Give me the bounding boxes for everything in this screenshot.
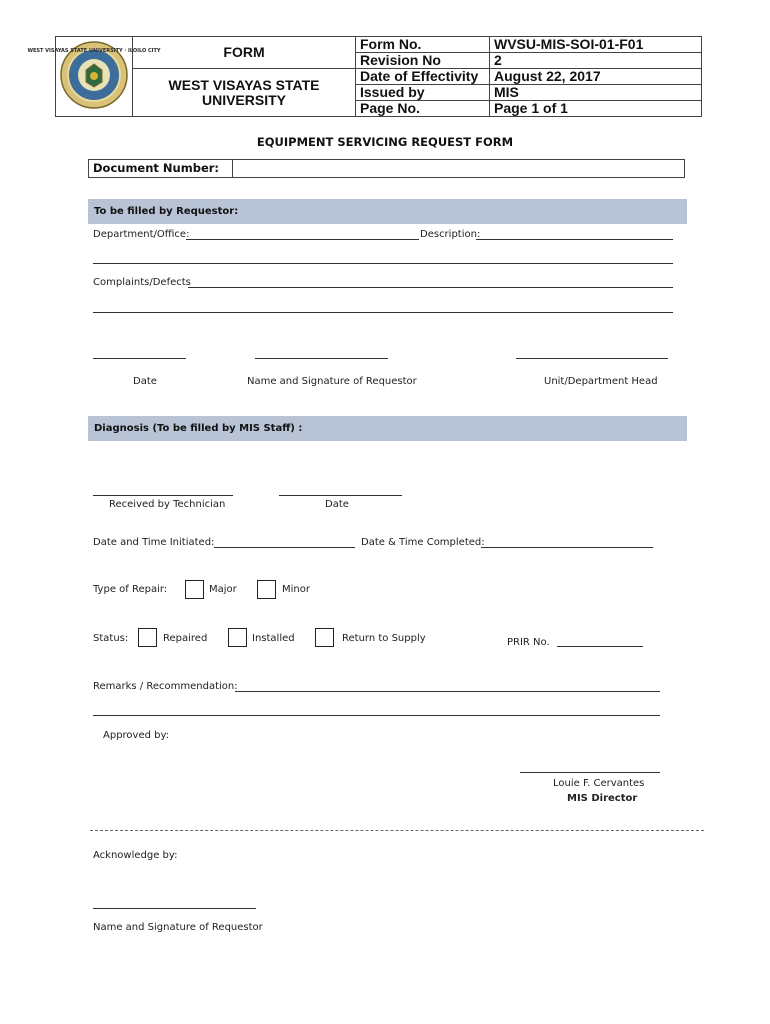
meta-label: Form No. <box>356 37 490 53</box>
complaints-field[interactable] <box>188 287 673 288</box>
meta-value: MIS <box>490 85 702 101</box>
requestor-signature-caption: Name and Signature of Requestor <box>247 376 417 387</box>
return-to-supply-label: Return to Supply <box>342 633 426 644</box>
status-label: Status: <box>93 633 129 644</box>
approved-by-label: Approved by: <box>103 730 170 741</box>
minor-checkbox[interactable] <box>257 580 276 599</box>
technician-signature-line[interactable] <box>93 495 233 496</box>
return-to-supply-checkbox[interactable] <box>315 628 334 647</box>
requestor-section-header: To be filled by Requestor: <box>88 199 687 224</box>
description-line[interactable] <box>93 263 673 264</box>
university-seal <box>27 37 161 117</box>
seal-icon <box>27 40 161 110</box>
meta-value: August 22, 2017 <box>490 69 702 85</box>
date-caption: Date <box>133 376 157 387</box>
requestor-signature-line[interactable] <box>255 358 388 359</box>
received-date-caption: Date <box>325 499 349 510</box>
form-title: EQUIPMENT SERVICING REQUEST FORM <box>256 135 514 149</box>
unit-head-signature-line[interactable] <box>516 358 668 359</box>
cut-line-divider <box>90 830 704 831</box>
acknowledge-signature-caption: Name and Signature of Requestor <box>93 922 263 933</box>
repair-type-label: Type of Repair: <box>93 584 168 595</box>
meta-label: Date of Effectivity <box>356 69 490 85</box>
meta-value: WVSU-MIS-SOI-01-F01 <box>490 37 702 53</box>
description-label: Description: <box>420 229 481 240</box>
form-header-table <box>27 36 702 117</box>
prir-label: PRIR No. <box>507 637 550 648</box>
document-number-label: Document Number: <box>89 160 233 177</box>
seal-text: WEST VISAYAS STATE UNIVERSITY · ILOILO CITY <box>27 48 161 54</box>
meta-label: Page No. <box>356 101 490 117</box>
document-number-field[interactable] <box>234 160 684 177</box>
meta-value: Page 1 of 1 <box>490 101 702 117</box>
major-label: Major <box>209 584 237 595</box>
description-field[interactable] <box>476 239 673 240</box>
approver-signature-line[interactable] <box>520 772 660 773</box>
meta-value: 2 <box>490 53 702 69</box>
university-name: WEST VISAYAS STATE UNIVERSITY <box>133 69 356 117</box>
date-initiated-field[interactable] <box>214 547 355 548</box>
approver-title: MIS Director <box>567 793 638 804</box>
unit-head-caption: Unit/Department Head <box>544 376 658 387</box>
acknowledge-label: Acknowledge by: <box>93 850 178 861</box>
document-number-row <box>88 159 685 178</box>
remarks-line[interactable] <box>93 715 660 716</box>
major-checkbox[interactable] <box>185 580 204 599</box>
date-initiated-label: Date and Time Initiated: <box>93 537 215 548</box>
date-signature-line[interactable] <box>93 358 186 359</box>
installed-checkbox[interactable] <box>228 628 247 647</box>
repaired-checkbox[interactable] <box>138 628 157 647</box>
diagnosis-section-header: Diagnosis (To be filled by MIS Staff) : <box>88 416 687 441</box>
received-date-line[interactable] <box>279 495 402 496</box>
meta-label: Issued by <box>356 85 490 101</box>
minor-label: Minor <box>282 584 310 595</box>
remarks-field[interactable] <box>235 691 660 692</box>
department-field[interactable] <box>186 239 419 240</box>
approver-name: Louie F. Cervantes <box>553 778 645 789</box>
date-completed-field[interactable] <box>481 547 653 548</box>
department-label: Department/Office: <box>93 229 190 240</box>
complaints-label: Complaints/Defects <box>93 277 191 288</box>
installed-label: Installed <box>252 633 295 644</box>
acknowledge-signature-line[interactable] <box>93 908 256 909</box>
prir-field[interactable] <box>557 646 643 647</box>
form-label: FORM <box>133 37 356 69</box>
repaired-label: Repaired <box>163 633 208 644</box>
received-by-caption: Received by Technician <box>109 499 226 510</box>
date-completed-label: Date & Time Completed: <box>361 537 485 548</box>
complaints-line[interactable] <box>93 312 673 313</box>
meta-label: Revision No <box>356 53 490 69</box>
remarks-label: Remarks / Recommendation: <box>93 681 238 692</box>
